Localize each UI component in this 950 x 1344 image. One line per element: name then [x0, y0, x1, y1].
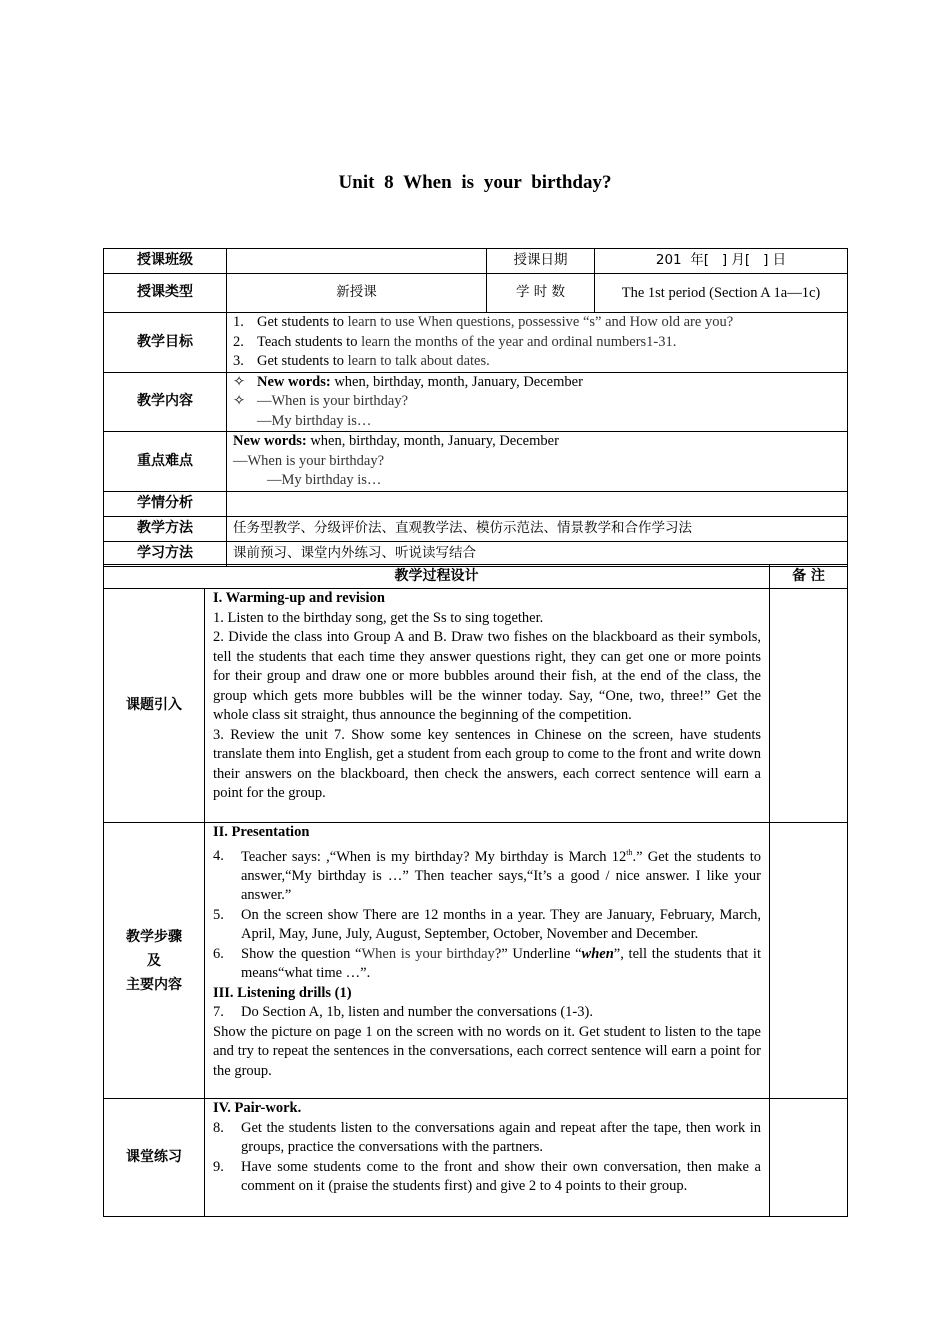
presentation-heading: II. Presentation: [213, 824, 310, 840]
bullet-icon: ✧: [233, 373, 246, 390]
practice-content: [205, 1099, 770, 1217]
class-value: [227, 249, 487, 274]
process-header: 教学过程设计: [104, 565, 770, 589]
analysis-label: 学情分析: [104, 491, 227, 516]
bullet-icon: ✧: [233, 393, 246, 409]
type-value: 新授课: [227, 274, 487, 313]
learning-label: 学习方法: [104, 541, 227, 566]
step-item-7: 7. Do Section A, 1b, listen and number the conversations (1-3).: [213, 1004, 593, 1021]
step-item-5: 5. On the screen show There are 12 months in a year. They are January, February, March, April, May, June, July, August, September, October, November and December.: [213, 906, 761, 943]
intro-label: 课题引入: [104, 589, 205, 823]
keypoints-label: 重点难点: [104, 432, 227, 492]
step-item-9: 9. Have some students come to the front and show their own conversation, then make a comment on it (praise the students first) and give 2 to 4 points to their group.: [213, 1158, 761, 1194]
content-cell: ✧ New words: when, birthday, month, January, December ✧ —When is your birthday? —My birthday is…: [227, 372, 848, 432]
objective-item: 3. Get students to learn to talk about dates.: [233, 353, 490, 369]
intro-step-3: 3. Review the unit 7. Show some key sentences in Chinese on the screen, have students translate them into English, get a student from each group to come to the front and write down their answers on the blackboard, then check the answers, each correct sentence will earn a point for the group.: [213, 726, 761, 801]
intro-heading: I. Warming-up and revision: [213, 590, 385, 606]
content-label: 教学内容: [104, 372, 227, 432]
process-table: [103, 564, 848, 1217]
objectives-label: 教学目标: [104, 313, 227, 373]
methods-label: 教学方法: [104, 516, 227, 541]
step-7-detail: Show the picture on page 1 on the screen with no words on it. Get student to listen to the tape and try to repeat the sentences in the conversations, each correct sentence will earn a point for the group.: [213, 1023, 761, 1079]
listening-heading: III. Listening drills (1): [213, 984, 352, 1001]
class-label: 授课班级: [104, 249, 227, 274]
steps-label: 教学步骤 及 主要内容: [104, 823, 205, 1099]
objectives-list: [227, 313, 848, 373]
hours-label: 学 时 数: [487, 274, 595, 313]
type-label: 授课类型: [104, 274, 227, 313]
intro-content: [205, 589, 770, 823]
notes-header: 备 注: [770, 565, 848, 589]
objective-item: 1. Get students to learn to use When questions, possessive “s” and How old are you?: [233, 314, 734, 330]
step-item-4: 4. Teacher says: ,“When is my birthday? My birthday is March 12th.” Get the students to answer,“My birthday is …” Then teacher says,“It’s a good / nice answer. I like your answer.”: [213, 847, 761, 904]
intro-step-2: 2. Divide the class into Group A and B. Draw two fishes on the blackboard as their symbols, tell the students that each time they answer questions right, they can get one or more points for their group and draw one or more bubbles around their fish, at the end of the class, the group which gets more bubbles will be the winner today. Say, “One, two, three!” Get the whole class sit straight, thus announce the beginning of the competition.: [213, 629, 761, 723]
objective-item: 2. Teach students to learn the months of the year and ordinal numbers1-31.: [233, 333, 677, 350]
steps-notes: [770, 823, 848, 1099]
pairwork-heading: IV. Pair-work.: [213, 1100, 302, 1116]
date-value: 201 年[ ] 月[ ] 日: [595, 249, 848, 274]
hours-value: The 1st period (Section A 1a—1c): [595, 274, 848, 313]
step-item-8: 8. Get the students listen to the conversations again and repeat after the tape, then work in groups, practice the conversations with the partners.: [213, 1119, 761, 1155]
methods-value: 任务型教学、分级评价法、直观教学法、模仿示范法、情景教学和合作学习法: [227, 516, 848, 541]
analysis-value: [227, 491, 848, 516]
learning-value: 课前预习、课堂内外练习、听说读写结合: [227, 541, 848, 566]
practice-label: 课堂练习: [104, 1099, 205, 1217]
steps-content: [205, 823, 770, 1099]
date-label: 授课日期: [487, 249, 595, 274]
practice-notes: [770, 1099, 848, 1217]
intro-notes: [770, 589, 848, 823]
lesson-info-table: [103, 248, 848, 567]
page-title: Unit 8 When is your birthday?: [338, 172, 612, 193]
step-item-6: 6. Show the question “When is your birthday?” Underline “when”, tell the students that it means“what time …”.: [213, 945, 761, 982]
keypoints-cell: New words: when, birthday, month, January, December —When is your birthday? —My birthday is…: [227, 432, 848, 492]
intro-step-1: 1. Listen to the birthday song, get the Ss to sing together.: [213, 609, 544, 626]
